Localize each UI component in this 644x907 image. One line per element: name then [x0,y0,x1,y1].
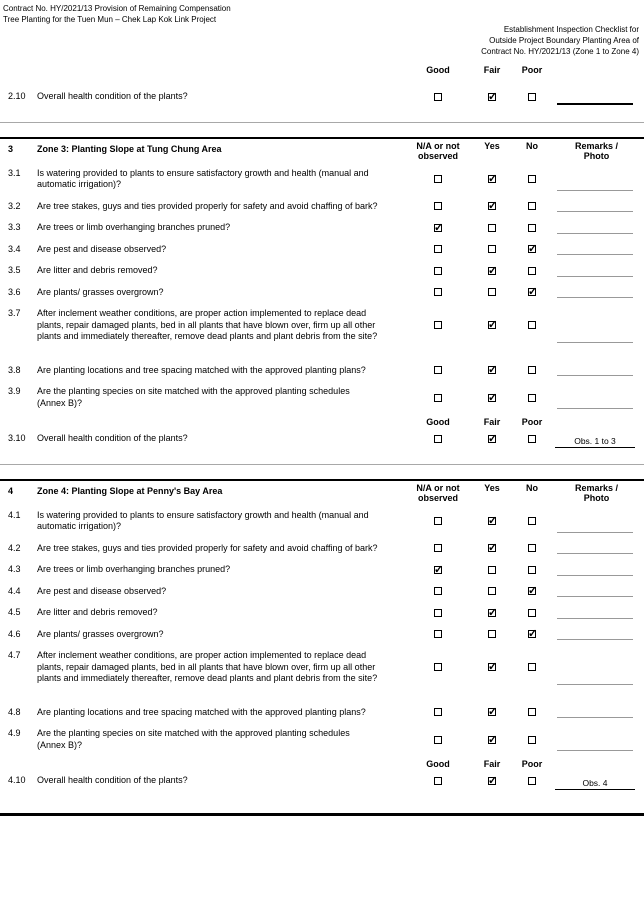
remarks-cell [549,386,644,409]
yes-checkbox[interactable] [488,321,496,329]
yes-checkbox-cell [469,386,515,409]
na-checkbox[interactable] [434,175,442,183]
spacer [549,65,644,75]
no-checkbox-cell [515,365,549,377]
fair-checkbox[interactable] [488,435,496,443]
remarks-field[interactable] [557,532,633,533]
checklist-item-row [0,244,644,256]
remarks-field[interactable]: Obs. 4 [555,778,635,790]
checklist-item-row [0,728,644,751]
remarks-field[interactable] [557,575,633,576]
no-checkbox[interactable] [528,366,536,374]
item-question: After inclement weather conditions, are proper action implemented to replace dead plants, repair damaged plants, bed in all plants that have blown over, firm up all other plants and immediately thereafter, remove dead plants and plant debris from the site? [37,650,378,683]
poor-checkbox[interactable] [528,435,536,443]
fair-checkbox-cell [469,91,515,103]
rating-header-section-3 [0,417,644,427]
na-checkbox[interactable] [434,288,442,296]
no-checkbox[interactable] [528,630,536,638]
remarks-field[interactable] [557,254,633,255]
item-question: Are plants/ grasses overgrown? [37,628,164,639]
yes-checkbox-cell [469,510,515,533]
remarks-cell [549,244,644,256]
checklist-item-row [0,365,644,377]
no-checkbox[interactable] [528,708,536,716]
fair-checkbox[interactable] [488,777,496,785]
no-checkbox[interactable] [528,224,536,232]
section-divider-thin [0,464,644,465]
checklist-title-line-3: Contract No. HY/2021/13 (Zone 1 to Zone 4) [481,47,639,56]
no-checkbox-cell [515,265,549,277]
contract-line-1: Contract No. HY/2021/13 Provision of Remaining Compensation [3,4,231,13]
no-checkbox-cell [515,629,549,641]
no-checkbox-cell [515,244,549,256]
remarks-column-header: Remarks / Photo [574,482,619,503]
yes-checkbox[interactable] [488,544,496,552]
spacer [0,759,37,769]
yes-checkbox[interactable] [488,566,496,574]
item-number: 4.5 [8,607,21,617]
item-number: 4.3 [8,564,21,574]
no-checkbox[interactable] [528,202,536,210]
poor-checkbox[interactable] [528,777,536,785]
item-question: Are tree stakes, guys and ties provided properly for safety and avoid chaffing of bark? [37,200,378,211]
no-checkbox-cell [515,564,549,576]
remarks-field[interactable] [557,276,633,277]
no-checkbox[interactable] [528,663,536,671]
good-checkbox-cell [407,91,469,103]
yes-checkbox-cell [469,265,515,277]
na-checkbox-cell [407,607,469,619]
rating-header-section-4 [0,759,644,769]
poor-column-header: Poor [521,417,543,427]
remarks-field[interactable] [557,211,633,212]
spacer [37,65,407,75]
remarks-cell [549,365,644,377]
item-number: 4.2 [8,542,21,553]
good-checkbox[interactable] [434,777,442,785]
item-number: 3.5 [8,265,21,275]
remarks-cell [549,629,644,641]
yes-checkbox[interactable] [488,736,496,744]
yes-checkbox[interactable] [488,288,496,296]
checklist-item-row [0,707,644,719]
no-checkbox[interactable] [528,609,536,617]
remarks-cell [549,308,644,343]
yes-checkbox[interactable] [488,394,496,402]
section-zone-4 [0,479,644,787]
good-checkbox-cell [407,775,469,787]
na-checkbox[interactable] [434,630,442,638]
contract-line-2: Tree Planting for the Tuen Mun – Chek Lap Kok Link Project [3,15,217,24]
remarks-field[interactable] [557,717,633,718]
na-checkbox-cell [407,564,469,576]
no-checkbox-cell [515,650,549,685]
checklist-title-line-1: Establishment Inspection Checklist for [503,25,639,34]
spacer [0,65,37,75]
na-checkbox-cell [407,543,469,555]
remarks-field[interactable] [557,375,633,376]
no-checkbox[interactable] [528,566,536,574]
item-question: Are plants/ grasses overgrown? [37,286,164,297]
item-number: 3.7 [8,308,21,318]
item-number: 3.3 [8,222,21,232]
section-zone-3 [0,137,644,445]
item-number: 4.8 [8,706,21,717]
remarks-cell [549,650,644,685]
spacer [37,759,407,769]
no-checkbox-cell [515,201,549,213]
checklist-item-row [0,201,644,213]
yes-checkbox-cell [469,308,515,343]
na-checkbox[interactable] [434,566,442,574]
remarks-field[interactable] [557,408,633,409]
na-checkbox[interactable] [434,517,442,525]
poor-column-header: Poor [521,65,543,75]
na-checkbox-cell [407,308,469,343]
good-column-header: Good [426,759,450,769]
yes-checkbox-cell [469,244,515,256]
remarks-field[interactable] [557,233,633,234]
remarks-cell [549,222,644,234]
no-checkbox[interactable] [528,321,536,329]
good-checkbox[interactable] [434,93,442,101]
remarks-cell [549,510,644,533]
no-checkbox-cell [515,586,549,598]
fair-checkbox[interactable] [488,93,496,101]
fair-column-header: Fair [483,759,501,769]
no-checkbox[interactable] [528,245,536,253]
remarks-cell [549,775,644,787]
item-number: 3.10 [8,433,26,443]
item-number: 4.6 [8,628,21,639]
na-checkbox[interactable] [434,609,442,617]
item-question: Are tree stakes, guys and ties provided properly for safety and avoid chaffing of bark? [37,542,378,553]
no-checkbox-cell [515,386,549,409]
section-title: Zone 4: Planting Slope at Penny's Bay Area [37,485,223,496]
na-checkbox[interactable] [434,663,442,671]
no-checkbox-cell [515,168,549,191]
remarks-cell [549,168,644,191]
na-checkbox[interactable] [434,708,442,716]
na-checkbox[interactable] [434,736,442,744]
na-checkbox-cell [407,265,469,277]
no-checkbox[interactable] [528,175,536,183]
remarks-field[interactable] [557,684,633,685]
section-number: 4 [8,485,14,496]
yes-checkbox[interactable] [488,366,496,374]
poor-checkbox-cell [515,91,549,103]
yes-checkbox[interactable] [488,708,496,716]
yes-checkbox[interactable] [488,245,496,253]
spacer [0,417,37,427]
na-checkbox-cell [407,201,469,213]
checklist-item-row [0,586,644,598]
checklist-item-row [0,91,644,103]
good-column-header: Good [426,65,450,75]
na-checkbox[interactable] [434,245,442,253]
remarks-field[interactable] [557,596,633,597]
no-checkbox-cell [515,510,549,533]
document-header [0,0,644,25]
good-checkbox[interactable] [434,435,442,443]
na-checkbox[interactable] [434,366,442,374]
na-checkbox-cell [407,222,469,234]
checklist-item-row [0,510,644,533]
remarks-field[interactable] [557,297,633,298]
no-checkbox-cell [515,543,549,555]
na-checkbox-cell [407,650,469,685]
yes-checkbox-cell [469,287,515,299]
remarks-cell [549,707,644,719]
good-checkbox-cell [407,433,469,445]
item-question: Overall health condition of the plants? [37,433,188,443]
yes-column-header: Yes [484,140,500,151]
na-checkbox[interactable] [434,394,442,402]
no-checkbox[interactable] [528,517,536,525]
yes-checkbox-cell [469,543,515,555]
checklist-item-row [0,287,644,299]
section-4-header [0,481,644,504]
checklist-item-row [0,386,644,409]
item-number: 4.4 [8,585,21,596]
checklist-title-line-2: Outside Project Boundary Planting Area of [489,36,639,45]
remarks-field[interactable] [557,639,633,640]
poor-column-header: Poor [521,759,543,769]
fair-column-header: Fair [483,65,501,75]
yes-checkbox[interactable] [488,224,496,232]
no-checkbox-cell [515,728,549,751]
remarks-field[interactable] [557,750,633,751]
item-number: 4.1 [8,509,21,520]
remarks-cell [549,91,644,103]
item-question: Are pest and disease observed? [37,585,167,596]
yes-checkbox-cell [469,607,515,619]
spacer [549,417,644,427]
item-question: Are litter and debris removed? [37,607,158,617]
remarks-field[interactable] [557,342,633,343]
checklist-item-row [0,650,644,697]
na-checkbox[interactable] [434,321,442,329]
item-question: Overall health condition of the plants? [37,775,188,785]
checklist-item-row [0,308,644,355]
fair-checkbox-cell [469,433,515,445]
good-column-header: Good [426,417,450,427]
checklist-item-row [0,775,644,787]
item-question: Are planting locations and tree spacing matched with the approved planting plans? [37,706,366,717]
remarks-cell [549,287,644,299]
no-checkbox-cell [515,607,549,619]
remarks-field[interactable] [557,618,633,619]
yes-checkbox[interactable] [488,202,496,210]
rating-header-top [0,65,644,75]
yes-checkbox-cell [469,564,515,576]
item-question: Are litter and debris removed? [37,265,158,275]
fair-column-header: Fair [483,417,501,427]
remarks-field[interactable] [557,190,633,191]
na-checkbox[interactable] [434,202,442,210]
na-checkbox-cell [407,244,469,256]
na-checkbox-cell [407,510,469,533]
yes-checkbox[interactable] [488,663,496,671]
checklist-item-row [0,607,644,619]
item-number: 3.2 [8,200,21,211]
item-question: Are planting locations and tree spacing matched with the approved planting plans? [37,364,366,375]
yes-checkbox[interactable] [488,630,496,638]
checklist-item-row [0,433,644,445]
remarks-cell [549,728,644,751]
no-checkbox-cell [515,707,549,719]
item-number: 3.1 [8,167,21,178]
poor-checkbox[interactable] [528,93,536,101]
na-column-header: N/A or not observed [416,140,460,161]
section-title: Zone 3: Planting Slope at Tung Chung Area [37,143,222,154]
item-question: Are trees or limb overhanging branches pruned? [37,564,231,574]
section-3-header [0,139,644,162]
na-checkbox[interactable] [434,587,442,595]
na-checkbox[interactable] [434,267,442,275]
page-bottom-rule [0,813,644,816]
item-number: 3.8 [8,364,21,375]
checklist-item-row [0,168,644,191]
yes-checkbox-cell [469,201,515,213]
yes-checkbox-cell [469,728,515,751]
item-question: Overall health condition of the plants? [37,91,188,101]
no-checkbox[interactable] [528,288,536,296]
item-question: After inclement weather conditions, are proper action implemented to replace dead plants, repair damaged plants, bed in all plants that have blown over, firm up all other plants and immediately thereafter, remove dead plants and plant debris from the site? [37,308,378,341]
yes-checkbox-cell [469,650,515,685]
item-number: 3.9 [8,386,21,396]
na-checkbox-cell [407,728,469,751]
section-number: 3 [8,143,14,154]
remarks-cell [549,564,644,576]
spacer [549,759,644,769]
yes-checkbox-cell [469,629,515,641]
checklist-item-row [0,629,644,641]
yes-checkbox-cell [469,365,515,377]
yes-checkbox-cell [469,222,515,234]
no-column-header: No [526,482,538,493]
no-checkbox[interactable] [528,394,536,402]
checklist-item-row [0,265,644,277]
no-checkbox[interactable] [528,267,536,275]
remarks-cell [549,607,644,619]
na-checkbox-cell [407,386,469,409]
checklist-title [481,24,639,57]
yes-checkbox[interactable] [488,267,496,275]
poor-checkbox-cell [515,775,549,787]
checklist-item-row [0,564,644,576]
na-checkbox-cell [407,707,469,719]
na-checkbox-cell [407,287,469,299]
no-checkbox[interactable] [528,736,536,744]
yes-checkbox[interactable] [488,609,496,617]
checklist-item-row [0,543,644,555]
fair-checkbox-cell [469,775,515,787]
yes-checkbox-cell [469,168,515,191]
no-checkbox[interactable] [528,587,536,595]
na-checkbox-cell [407,365,469,377]
item-question: Is watering provided to plants to ensure satisfactory growth and health (manual and automatic irrigation)? [37,509,369,531]
no-checkbox-cell [515,308,549,343]
no-checkbox[interactable] [528,544,536,552]
item-number: 3.4 [8,243,21,254]
remarks-cell [549,586,644,598]
remarks-cell [549,201,644,213]
remarks-field[interactable]: Obs. 1 to 3 [555,436,635,448]
poor-checkbox-cell [515,433,549,445]
item-number: 4.9 [8,728,21,738]
item-question: Are the planting species on site matched with the approved planting schedules (Annex B)? [37,728,350,750]
item-number: 3.6 [8,286,21,297]
na-checkbox-cell [407,168,469,191]
no-checkbox-cell [515,222,549,234]
yes-checkbox[interactable] [488,517,496,525]
no-checkbox-cell [515,287,549,299]
section-divider-thin [0,122,644,123]
item-question: Are pest and disease observed? [37,243,167,254]
item-question: Are the planting species on site matched with the approved planting schedules (Annex B)? [37,386,350,408]
item-number: 2.10 [8,91,26,101]
yes-checkbox[interactable] [488,175,496,183]
yes-checkbox-cell [469,586,515,598]
remarks-field[interactable] [557,103,633,105]
item-question: Are trees or limb overhanging branches pruned? [37,222,231,232]
yes-column-header: Yes [484,482,500,493]
spacer [37,417,407,427]
item-number: 4.7 [8,650,21,660]
remarks-column-header: Remarks / Photo [574,140,619,161]
item-question: Is watering provided to plants to ensure satisfactory growth and health (manual and automatic irrigation)? [37,167,369,189]
remarks-cell [549,265,644,277]
na-checkbox-cell [407,629,469,641]
na-checkbox-cell [407,586,469,598]
yes-checkbox[interactable] [488,587,496,595]
remarks-field[interactable] [557,553,633,554]
checklist-item-row [0,222,644,234]
no-column-header: No [526,140,538,151]
na-column-header: N/A or not observed [416,482,460,503]
remarks-cell [549,543,644,555]
na-checkbox[interactable] [434,544,442,552]
yes-checkbox-cell [469,707,515,719]
item-number: 4.10 [8,775,26,785]
remarks-cell [549,433,644,445]
na-checkbox[interactable] [434,224,442,232]
